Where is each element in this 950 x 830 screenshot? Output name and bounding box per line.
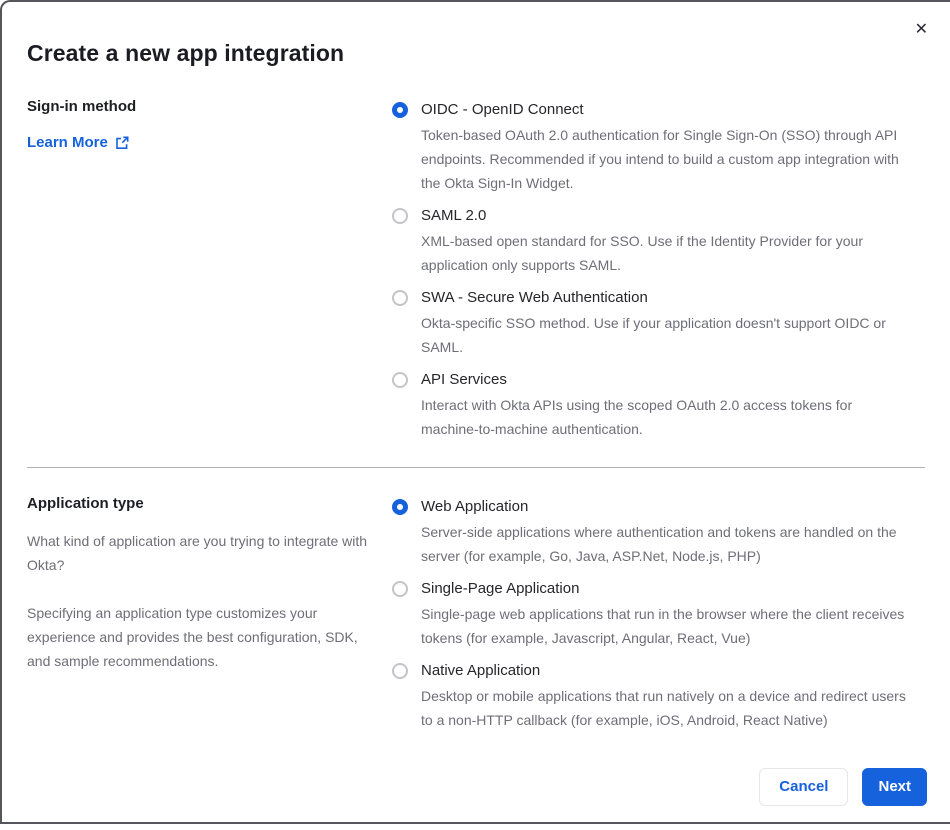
option-native-application-label: Native Application (421, 662, 541, 679)
application-type-intro-2: Specifying an application type customizes your experience and provides the best configuration, SDK, and sample recommendations. (27, 605, 358, 669)
option-single-page-application[interactable] (392, 578, 907, 650)
option-single-page-application-description: Single-page web applications that run in the browser where the client receives tokens (for example, Javascript, Angular, React, Vue) (421, 606, 905, 646)
option-swa[interactable] (392, 287, 907, 359)
application-type-label: Application type (27, 495, 144, 512)
radio-web-application[interactable] (392, 499, 408, 515)
option-web-application[interactable] (392, 496, 907, 568)
application-type-section (27, 496, 925, 732)
radio-swa[interactable] (392, 290, 408, 306)
option-api-services[interactable] (392, 369, 907, 441)
option-saml-label: SAML 2.0 (421, 207, 487, 224)
option-web-application-description: Server-side applications where authentication and tokens are handled on the server (for example, Go, Java, ASP.Net, Node.js, PHP) (421, 524, 897, 564)
radio-api-services[interactable] (392, 372, 408, 388)
option-oidc-label: OIDC - OpenID Connect (421, 101, 584, 118)
learn-more-link[interactable] (27, 134, 129, 151)
radio-oidc[interactable] (392, 102, 408, 118)
modal-footer (759, 768, 927, 806)
option-api-services-description: Interact with Okta APIs using the scoped OAuth 2.0 access tokens for machine-to-machine authentication. (421, 397, 853, 437)
close-icon[interactable]: ✕ (914, 21, 928, 38)
sign-in-method-section (27, 99, 925, 441)
sign-in-method-label: Sign-in method (27, 98, 137, 115)
radio-single-page-application[interactable] (392, 581, 408, 597)
option-oidc-description: Token-based OAuth 2.0 authentication for Single Sign-On (SSO) through API endpoints. Recommended if you intend to build a custom app integration with the Okta Sign-In Widget. (421, 127, 899, 191)
section-divider (27, 467, 925, 468)
option-swa-description: Okta-specific SSO method. Use if your application doesn't support OIDC or SAML. (421, 315, 886, 355)
option-saml-description: XML-based open standard for SSO. Use if the Identity Provider for your application only supports SAML. (421, 233, 863, 273)
option-saml[interactable] (392, 205, 907, 277)
option-native-application-description: Desktop or mobile applications that run natively on a device and redirect users to a non-HTTP callback (for example, iOS, Android, React Native) (421, 688, 906, 728)
application-type-intro-1: What kind of application are you trying to integrate with Okta? (27, 533, 368, 573)
learn-more-label: Learn More (27, 134, 108, 151)
option-single-page-application-label: Single-Page Application (421, 580, 580, 597)
option-api-services-label: API Services (421, 371, 507, 388)
radio-saml[interactable] (392, 208, 408, 224)
option-web-application-label: Web Application (421, 498, 529, 515)
cancel-button[interactable]: Cancel (759, 768, 848, 806)
option-swa-label: SWA - Secure Web Authentication (421, 289, 648, 306)
page-title: Create a new app integration (27, 40, 345, 66)
option-native-application[interactable] (392, 660, 907, 732)
radio-native-application[interactable] (392, 663, 408, 679)
option-oidc[interactable] (392, 99, 907, 195)
next-button[interactable]: Next (862, 768, 927, 806)
external-link-icon (115, 136, 129, 150)
